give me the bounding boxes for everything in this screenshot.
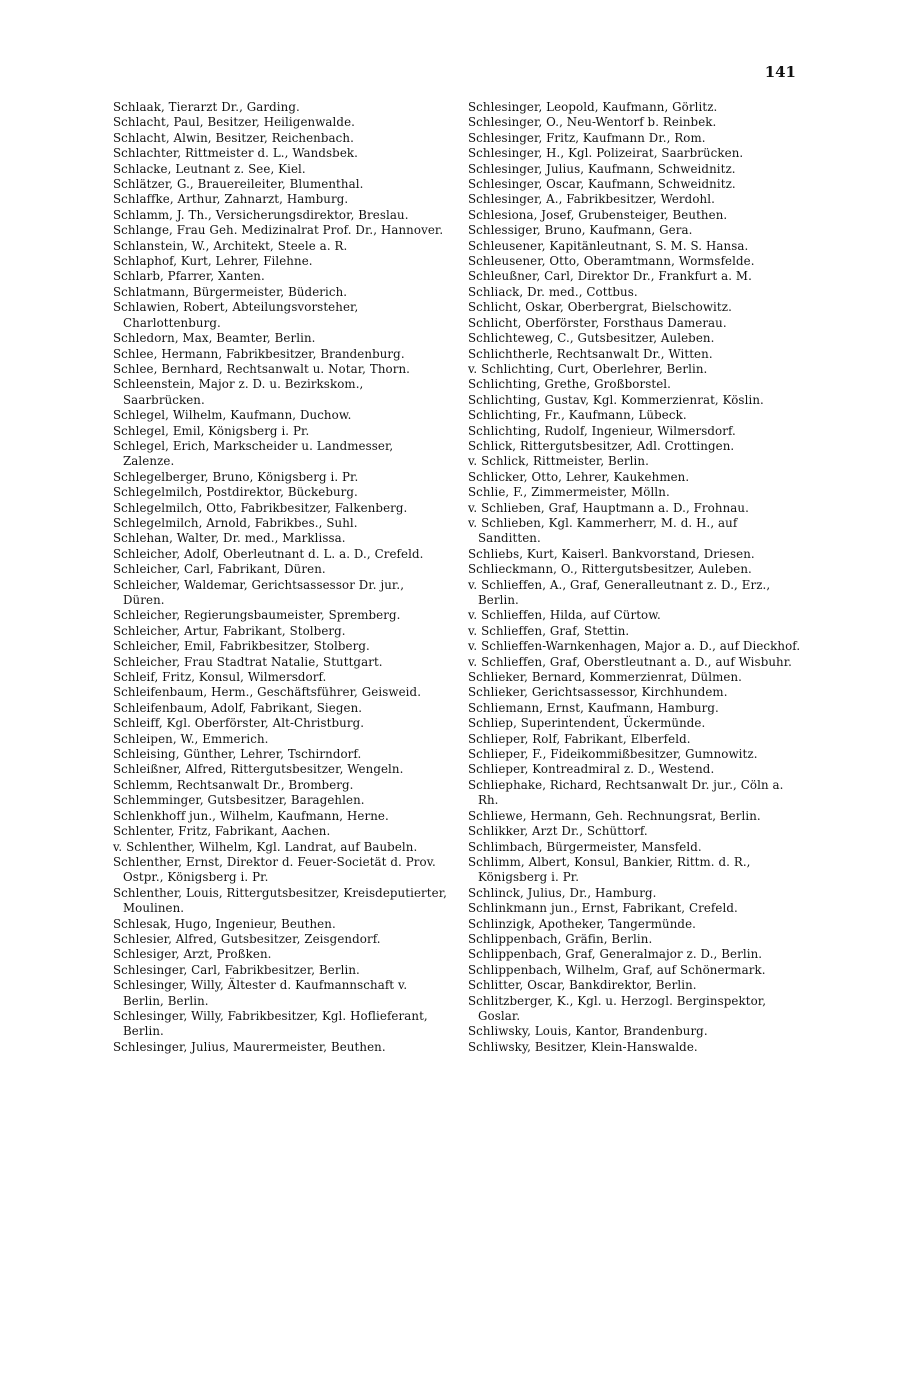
directory-entry: Schlitter, Oscar, Bankdirektor, Berlin. — [468, 978, 697, 993]
directory-entry: Schliemann, Ernst, Kaufmann, Hamburg. — [468, 700, 719, 715]
directory-entry: Schlesinger, Carl, Fabrikbesitzer, Berlin. — [113, 962, 360, 977]
directory-entry: Schlanstein, W., Architekt, Steele a. R. — [113, 238, 348, 253]
directory-entry: Schleifenbaum, Herm., Geschäftsführer, Geisweid. — [113, 685, 422, 700]
directory-entry: Schleusener, Otto, Oberamtmann, Wormsfelde. — [468, 254, 755, 269]
directory-entry: Schlacht, Paul, Besitzer, Heiligenwalde. — [113, 115, 356, 130]
directory-entry: Schlesak, Hugo, Ingenieur, Beuthen. — [113, 916, 336, 931]
directory-entry: Schliep, Superintendent, Ückermünde. — [468, 716, 706, 731]
directory-entry: Schlacke, Leutnant z. See, Kiel. — [113, 161, 306, 176]
directory-entry: Schlaffke, Arthur, Zahnarzt, Hamburg. — [113, 192, 349, 207]
directory-entry: Schlamm, J. Th., Versicherungsdirektor, Breslau. — [113, 207, 409, 222]
directory-entry: v. Schlieben, Graf, Hauptmann a. D., Frohnau. — [468, 500, 749, 515]
directory-entry: Schlegelberger, Bruno, Königsberg i. Pr. — [113, 469, 359, 484]
directory-entry: Schlesinger, Fritz, Kaufmann Dr., Rom. — [468, 130, 706, 145]
directory-entry: Schleipen, W., Emmerich. — [113, 731, 269, 746]
directory-entry: Schlegel, Wilhelm, Kaufmann, Duchow. — [113, 408, 352, 423]
directory-entry: Schleicher, Adolf, Oberleutnant d. L. a. D., Crefeld. — [113, 546, 424, 561]
directory-entry: Schlegelmilch, Postdirektor, Bückeburg. — [113, 485, 358, 500]
directory-entry: v. Schlick, Rittmeister, Berlin. — [468, 454, 649, 469]
directory-entry: Schlimbach, Bürgermeister, Mansfeld. — [468, 839, 702, 854]
directory-entry: Schlehan, Walter, Dr. med., Marklissa. — [113, 531, 346, 546]
directory-entry: Schliack, Dr. med., Cottbus. — [468, 284, 638, 299]
directory-entry: Schlesinger, Leopold, Kaufmann, Görlitz. — [468, 100, 718, 114]
directory-entry: v. Schlieben, Kgl. Kammerherr, M. d. H., auf Sanditten. — [468, 515, 738, 546]
directory-entry: Schlesiger, Arzt, Proßken. — [113, 947, 272, 962]
directory-entry: Schlicker, Otto, Lehrer, Kaukehmen. — [468, 469, 690, 484]
directory-entry: Schlikker, Arzt Dr., Schüttorf. — [468, 824, 648, 839]
directory-entry: Schliebs, Kurt, Kaiserl. Bankvorstand, Driesen. — [468, 546, 755, 561]
directory-entry: Schlesinger, A., Fabrikbesitzer, Werdohl. — [468, 192, 715, 207]
directory-entry: Schlichting, Grethe, Großborstel. — [468, 377, 672, 392]
directory-entry: Schleicher, Carl, Fabrikant, Düren. — [113, 562, 326, 577]
directory-entry: Schlesinger, Willy, Ältester d. Kaufmannschaft v. Berlin, Berlin. — [113, 978, 408, 1008]
directory-entry: Schleenstein, Major z. D. u. Bezirkskom., Saarbrücken. — [113, 377, 364, 407]
directory-entry: Schlichting, Gustav, Kgl. Kommerzienrat, Köslin. — [468, 392, 764, 407]
directory-entry: Schlichtherle, Rechtsanwalt Dr., Witten. — [468, 346, 713, 361]
directory-entry: Schlacht, Alwin, Besitzer, Reichenbach. — [113, 130, 354, 145]
directory-entry: Schlesinger, Oscar, Kaufmann, Schweidnitz. — [468, 177, 736, 192]
directory-entry: Schlick, Rittergutsbesitzer, Adl. Crottingen. — [468, 438, 735, 453]
page-number: 141 — [764, 63, 796, 81]
directory-entry: Schlenkhoff jun., Wilhelm, Kaufmann, Herne. — [113, 808, 389, 823]
directory-entry: Schlawien, Robert, Abteilungsvorsteher, Charlottenburg. — [113, 300, 359, 330]
directory-entry: Schlemm, Rechtsanwalt Dr., Bromberg. — [113, 777, 354, 792]
directory-entry: Schlie, F., Zimmermeister, Mölln. — [468, 485, 670, 500]
directory-entry: Schlippenbach, Gräfin, Berlin. — [468, 931, 653, 946]
directory-entry: Schlichteweg, C., Gutsbesitzer, Auleben. — [468, 331, 715, 346]
directory-entry: Schlesiona, Josef, Grubensteiger, Beuthen. — [468, 207, 728, 222]
directory-entry: Schlesinger, O., Neu-Wentorf b. Reinbek. — [468, 115, 717, 130]
directory-entry: Schlieker, Gerichtsassessor, Kirchhundem. — [468, 685, 728, 700]
directory-entry: Schlesinger, Julius, Maurermeister, Beuthen. — [113, 1039, 386, 1054]
directory-entry: Schleußner, Carl, Direktor Dr., Frankfurt a. M. — [468, 269, 752, 284]
directory-entry: Schlieckmann, O., Rittergutsbesitzer, Auleben. — [468, 562, 752, 577]
directory-entry: Schlichting, Fr., Kaufmann, Lübeck. — [468, 408, 687, 423]
directory-entry: Schlippenbach, Graf, Generalmajor z. D., Berlin. — [468, 947, 763, 962]
directory-entry: Schliephake, Richard, Rechtsanwalt Dr. jur., Cöln a. Rh. — [468, 777, 784, 808]
directory-entry: Schlarb, Pfarrer, Xanten. — [113, 269, 265, 284]
directory-entry: Schleifenbaum, Adolf, Fabrikant, Siegen. — [113, 700, 363, 715]
left-column — [113, 100, 448, 1055]
directory-entry: Schlange, Frau Geh. Medizinalrat Prof. Dr., Hannover. — [113, 223, 444, 238]
directory-entry: Schlaphof, Kurt, Lehrer, Filehne. — [113, 254, 313, 269]
right-column — [468, 100, 803, 1055]
directory-entry: Schleicher, Regierungsbaumeister, Spremberg. — [113, 608, 401, 623]
directory-entry: Schlinzigk, Apotheker, Tangermünde. — [468, 916, 697, 931]
directory-entry: Schlemminger, Gutsbesitzer, Baragehlen. — [113, 793, 365, 808]
directory-entry: v. Schlieffen, Hilda, auf Cürtow. — [468, 608, 661, 623]
directory-entry: v. Schlieffen, Graf, Oberstleutnant a. D., auf Wisbuhr. — [468, 654, 793, 669]
directory-entry: Schliwsky, Louis, Kantor, Brandenburg. — [468, 1024, 708, 1039]
directory-entry: Schlee, Hermann, Fabrikbesitzer, Brandenburg. — [113, 346, 405, 361]
directory-entry: Schlegel, Emil, Königsberg i. Pr. — [113, 423, 310, 438]
directory-entry: v. Schlieffen, A., Graf, Generalleutnant z. D., Erz., Berlin. — [468, 577, 771, 607]
directory-entry: Schlimm, Albert, Konsul, Bankier, Rittm. d. R., Königsberg i. Pr. — [468, 854, 751, 885]
directory-entry: Schleising, Günther, Lehrer, Tschirndorf. — [113, 747, 362, 762]
directory-entry: Schlichting, Rudolf, Ingenieur, Wilmersdorf. — [468, 423, 736, 438]
directory-entry: v. Schlenther, Wilhelm, Kgl. Landrat, auf Baubeln. — [113, 839, 418, 854]
directory-entry: Schledorn, Max, Beamter, Berlin. — [113, 331, 316, 346]
directory-entry: Schlieper, Kontreadmiral z. D., Westend. — [468, 762, 715, 777]
directory-entry: v. Schlieffen, Graf, Stettin. — [468, 623, 630, 638]
directory-entry: Schlesinger, Julius, Kaufmann, Schweidnitz. — [468, 161, 736, 176]
directory-entry: Schleicher, Emil, Fabrikbesitzer, Stolberg. — [113, 639, 370, 654]
directory-entry: Schlessiger, Bruno, Kaufmann, Gera. — [468, 223, 693, 238]
directory-entry: Schlicht, Oberförster, Forsthaus Damerau. — [468, 315, 727, 330]
directory-entry: Schlieper, Rolf, Fabrikant, Elberfeld. — [468, 731, 691, 746]
directory-entry: Schlieper, F., Fideikommißbesitzer, Gumnowitz. — [468, 747, 758, 762]
directory-entry: Schleicher, Artur, Fabrikant, Stolberg. — [113, 623, 346, 638]
directory-entry: Schlenter, Fritz, Fabrikant, Aachen. — [113, 824, 331, 839]
directory-entry: Schlatmann, Bürgermeister, Büderich. — [113, 284, 348, 299]
directory-entry: Schlätzer, G., Brauereileiter, Blumenthal. — [113, 177, 364, 192]
directory-entry: Schlee, Bernhard, Rechtsanwalt u. Notar, Thorn. — [113, 361, 411, 376]
directory-entry: Schlenther, Louis, Rittergutsbesitzer, Kreisdeputierter, Moulinen. — [113, 885, 447, 916]
directory-entry: Schlesier, Alfred, Gutsbesitzer, Zeisgendorf. — [113, 931, 381, 946]
directory-entry: Schlieker, Bernard, Kommerzienrat, Dülmen. — [468, 670, 743, 685]
directory-entry: Schleicher, Frau Stadtrat Natalie, Stuttgart. — [113, 654, 383, 669]
directory-entry: Schlesinger, Willy, Fabrikbesitzer, Kgl. Hoflieferant, Berlin. — [113, 1008, 428, 1039]
directory-entry: Schleif, Fritz, Konsul, Wilmersdorf. — [113, 670, 327, 685]
directory-entry: Schlitzberger, K., Kgl. u. Herzogl. Berginspektor, Goslar. — [468, 993, 767, 1023]
directory-entry: Schleicher, Waldemar, Gerichtsassessor Dr. jur., Düren. — [113, 577, 405, 607]
directory-entry: Schlinck, Julius, Dr., Hamburg. — [468, 885, 657, 900]
directory-entry: Schlippenbach, Wilhelm, Graf, auf Schönermark. — [468, 962, 766, 977]
directory-entry: Schlesinger, H., Kgl. Polizeirat, Saarbrücken. — [468, 146, 744, 161]
directory-entry: v. Schlichting, Curt, Oberlehrer, Berlin. — [468, 361, 708, 376]
directory-entry: Schleusener, Kapitänleutnant, S. M. S. Hansa. — [468, 238, 749, 253]
directory-entry: v. Schlieffen-Warnkenhagen, Major a. D., auf Dieckhof. — [468, 639, 801, 654]
directory-entry: Schlegelmilch, Arnold, Fabrikbes., Suhl. — [113, 515, 358, 530]
directory-entry: Schlenther, Ernst, Direktor d. Feuer-Societät d. Prov. Ostpr., Königsberg i. Pr. — [113, 854, 436, 885]
directory-entry: Schlegel, Erich, Markscheider u. Landmesser, Zalenze. — [113, 438, 394, 469]
directory-entry: Schlachter, Rittmeister d. L., Wandsbek. — [113, 146, 359, 161]
directory-entry: Schleißner, Alfred, Rittergutsbesitzer, Wengeln. — [113, 762, 404, 777]
directory-entry: Schlaak, Tierarzt Dr., Garding. — [113, 100, 300, 114]
directory-entry: Schleiff, Kgl. Oberförster, Alt-Christburg. — [113, 716, 365, 731]
directory-entry: Schlicht, Oskar, Oberbergrat, Bielschowitz. — [468, 300, 732, 315]
directory-entry: Schlegelmilch, Otto, Fabrikbesitzer, Falkenberg. — [113, 500, 408, 515]
directory-entry: Schliwsky, Besitzer, Klein-Hanswalde. — [468, 1039, 698, 1054]
directory-entry: Schlinkmann jun., Ernst, Fabrikant, Crefeld. — [468, 901, 738, 916]
directory-entry: Schliewe, Hermann, Geh. Rechnungsrat, Berlin. — [468, 808, 761, 823]
